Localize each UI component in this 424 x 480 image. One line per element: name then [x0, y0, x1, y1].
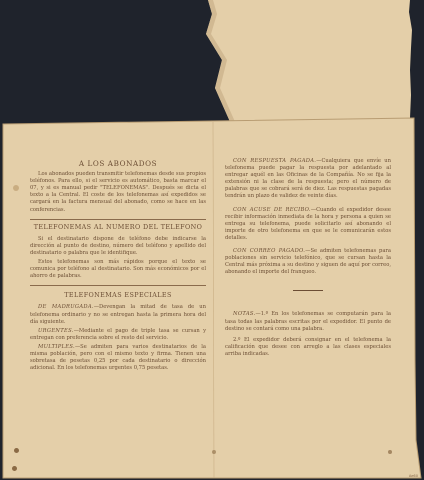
item-text: —Se admiten para varios destinatarios de la misma población, pero con el mismo texto y firma. Tienen una sobretasa de pesetas 0,25 por cada destinatario o dirección adicional. En los telefonemas urgentes 0,75 pesetas.: [30, 343, 206, 372]
numero-paragraph: Si el destinatario dispone de teléfono debe indicarse la dirección al punto de destino, número del teléfono y apellido del destinatario o palabra que le identifique.: [30, 235, 206, 256]
section-title-abonados: A LOS ABONADOS: [78, 159, 158, 168]
item-lead: CON ACUSE DE RECIBO.: [233, 206, 311, 213]
item-text: —Devengan la mitad de tasa de un telefonema ordinario y no se entregan hasta la primera hora del día siguiente.: [30, 304, 206, 325]
note-lead: NOTAS.: [233, 311, 256, 318]
punch-hole: [14, 448, 19, 453]
especial-item-correo-pagado: [225, 248, 391, 276]
intro-paragraph: Los abonados pueden transmitir telefonemas desde sus propios teléfonos. Para ello, si el servicio es automático, basta marcar el 07, y si es manual pedir "TELEFONEMAS". Después se dicta el texto a la Central. El coste de los telefonemas así expedidos se cargará en la factura mensual del abonado, como se hace en las conferencias.: [30, 171, 206, 213]
item-lead: CON RESPUESTA PAGADA.: [233, 158, 317, 164]
divider: [293, 290, 323, 291]
divider: [30, 219, 206, 220]
note-2: [225, 337, 391, 358]
section-heading-especiales: TELEFONEMAS ESPECIALES: [64, 291, 172, 300]
item-lead: CON CORREO PAGADO.: [233, 248, 306, 255]
left-column: [30, 160, 206, 374]
item-lead: DE MADRUGADA.: [38, 304, 94, 311]
item-text: —Se admiten telefonemas para poblaciones sin servicio telefónico, que se cursan hasta la Central más próxima a su destino y siguen de aquí por correo, abonando el importe del franqueo.: [225, 248, 391, 276]
archive-mark: Ae60: [408, 474, 418, 478]
especial-item-madrugada: [30, 304, 206, 325]
especial-item-multiples: [30, 344, 206, 372]
note-text: 2.º El expedidor deberá consignar en el telefonema la calificación que desee con arreglo a las clases especiales arriba indicadas.: [225, 336, 391, 357]
punch-hole: [12, 466, 17, 471]
note-text: —1.º En los telefonemas se computarán para la tasa todas las palabras escritas por el expedidor. El punto de destino se contará como una palabra.: [225, 311, 391, 332]
item-text: —Cualquiera que envíe un telefonema puede pagar la respuesta por adelantado al entregar aquél en las Oficinas de la Compañía. No se fija la extensión ni la clase de la respuesta; pero el número de palabras que se cobrará será de diez. Las respuestas pagadas tendrán un plazo de validez de veinte días.: [225, 158, 391, 200]
divider: [30, 285, 206, 286]
especial-item-respuesta-pagada: [225, 158, 391, 201]
item-text: —Mediante el pago de triple tasa se cursan y entregan con preferencia sobre el resto del servicio.: [30, 327, 206, 341]
especial-item-acuse-recibo: [225, 207, 391, 242]
item-lead: MULTIPLES.: [38, 343, 75, 350]
item-lead: URGENTES.: [38, 327, 74, 334]
especial-item-urgentes: [30, 328, 206, 342]
right-column: [225, 158, 391, 360]
section-heading-numero: TELEFONEMAS AL NUMERO DEL TELEFONO: [33, 222, 203, 231]
item-text: —Cuando el expedidor desee recibir información inmediata de la hora y persona a quien se entrega su telefonema, puede solicitarlo así abonando el importe de otro telefonema en que se le comunicarán estos detalles.: [225, 206, 391, 241]
numero-paragraph: Estos telefonemas son más rápidos porque el texto se comunica por teléfono al destinatario. Son más económicos por el ahorro de palabras.: [30, 259, 206, 280]
note-1: [225, 311, 391, 332]
